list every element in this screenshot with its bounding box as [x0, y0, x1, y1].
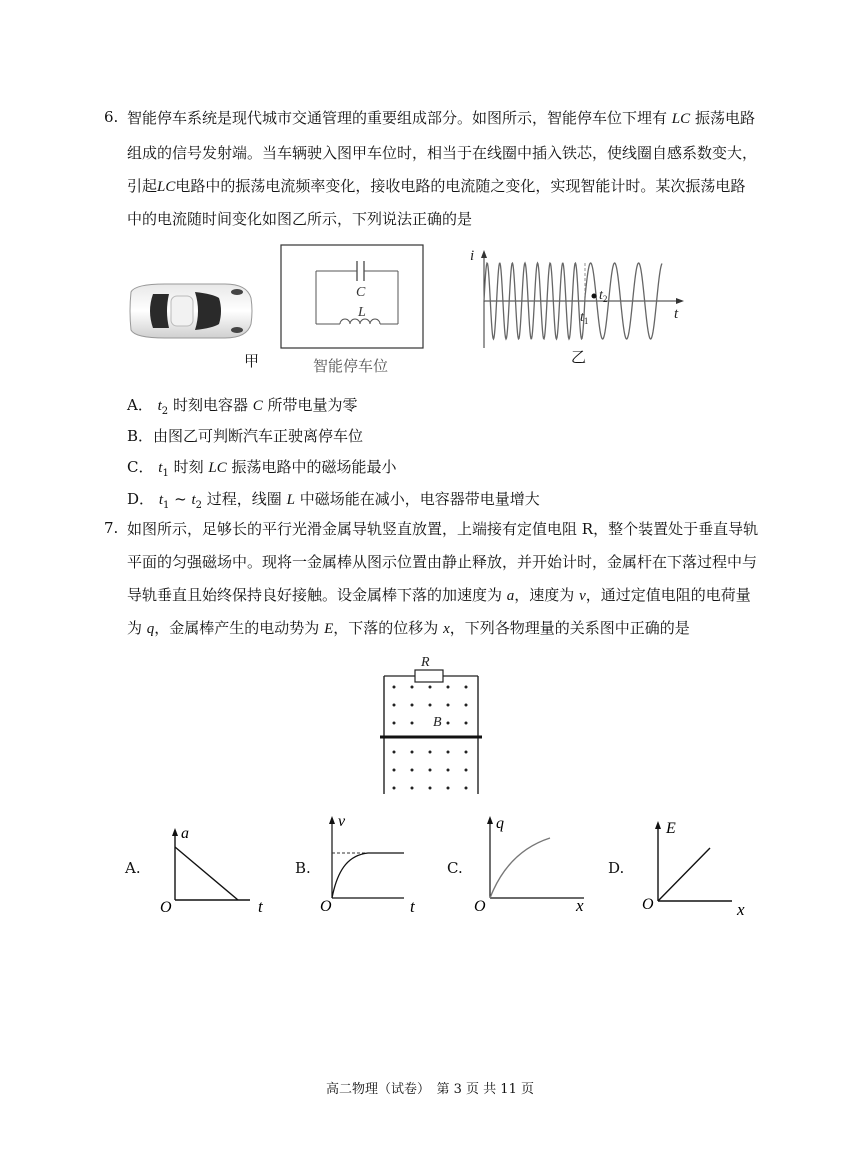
- graph-a: [158, 822, 273, 917]
- graph-d-y: E: [666, 820, 676, 837]
- q6-option-d: D． $t_1$ ~ $t_2$ 过程，线圈 L 中磁场能在减小，电容器带电量增大: [127, 490, 540, 511]
- capacitor-label: C: [356, 285, 366, 300]
- graph-b: [316, 812, 426, 917]
- axis-i-label: i: [470, 248, 475, 264]
- field-dot: [465, 751, 468, 754]
- graph-c: [472, 812, 592, 917]
- field-label: B: [433, 715, 442, 730]
- field-dot: [429, 686, 432, 689]
- q6-option-b: B．由图乙可判断汽车正驶离停车位: [127, 427, 364, 445]
- graph-a-origin: O: [160, 899, 172, 916]
- q7-line-2: 平面的匀强磁场中。现将一金属棒从图示位置由静止释放，并开始计时，金属杆在下落过程中与: [127, 553, 758, 571]
- q7-line-1: 如图所示，足够长的平行光滑金属导轨竖直放置，上端接有定值电阻 R，整个装置处于垂直导轨: [127, 520, 759, 538]
- graph-d-label: D.: [608, 859, 625, 877]
- rail-figure: [376, 654, 486, 796]
- field-dot: [411, 787, 414, 790]
- field-dot: [411, 722, 414, 725]
- field-dot: [447, 722, 450, 725]
- graph-d-origin: O: [642, 896, 654, 913]
- graph-a-y: a: [181, 825, 189, 842]
- oscillation-graph: [462, 248, 694, 354]
- q6-line-4: 中的电流随时间变化如图乙所示，下列说法正确的是: [127, 210, 473, 228]
- q6-option-a: A． $t_2$ 时刻电容器 C 所带电量为零: [127, 396, 358, 417]
- field-dot: [411, 686, 414, 689]
- field-dot: [411, 704, 414, 707]
- q6-number: 6.: [104, 108, 119, 126]
- graph-c-origin: O: [474, 898, 486, 915]
- field-dot: [393, 704, 396, 707]
- inductor-label: L: [358, 305, 366, 320]
- resistor-label: R: [421, 655, 430, 670]
- field-dot: [465, 722, 468, 725]
- field-dot: [393, 686, 396, 689]
- t1-label: $t_1$: [580, 310, 589, 326]
- field-dot: [447, 769, 450, 772]
- lc-circuit-figure: [280, 244, 426, 350]
- page-footer: 高二物理（试卷） 第 3 页 共 11 页: [326, 1082, 534, 1097]
- q6-line-2: 组成的信号发射端。当车辆驶入图甲车位时，相当于在线圈中插入铁芯，使线圈自感系数变大，: [127, 144, 758, 162]
- graph-c-label: C.: [447, 859, 463, 877]
- t2-label: $t_2$: [599, 288, 608, 304]
- field-dot: [447, 704, 450, 707]
- parking-spot-label: 智能停车位: [313, 357, 389, 375]
- field-dot: [429, 751, 432, 754]
- field-dot: [393, 751, 396, 754]
- car-figure: [125, 280, 255, 342]
- field-dot: [393, 769, 396, 772]
- q7-line-4: 为 q，金属棒产生的电动势为 E，下落的位移为 x，下列各物理量的关系图中正确的是: [127, 619, 690, 637]
- graph-a-x: t: [258, 897, 263, 916]
- graph-a-label: A.: [125, 859, 141, 877]
- fig-yi-label: 乙: [571, 348, 587, 366]
- field-dot: [447, 686, 450, 689]
- graph-d-x: x: [737, 900, 745, 919]
- field-dot: [393, 787, 396, 790]
- graph-b-y: v: [338, 813, 346, 830]
- field-dot: [447, 787, 450, 790]
- axis-t-label: t: [674, 306, 679, 322]
- q6-line-3: 引起LC电路中的振荡电流频率变化，接收电路的电流随之变化，实现智能计时。某次振荡电路: [127, 177, 746, 195]
- graph-c-y: q: [496, 815, 504, 832]
- fig-jia-label: 甲: [244, 352, 260, 370]
- field-dot: [429, 704, 432, 707]
- q7-number: 7.: [104, 519, 119, 537]
- field-dot: [411, 751, 414, 754]
- field-dot: [465, 769, 468, 772]
- field-dot: [465, 787, 468, 790]
- graph-b-origin: O: [320, 898, 332, 915]
- graph-b-x: t: [410, 897, 415, 916]
- field-dot: [411, 769, 414, 772]
- q6-line-1: 智能停车系统是现代城市交通管理的重要组成部分。如图所示，智能停车位下埋有 LC 振荡电路: [127, 109, 755, 127]
- q7-line-3: 导轨垂直且始终保持良好接触。设金属棒下落的加速度为 a，速度为 v，通过定值电阻的电荷量: [127, 586, 751, 604]
- q6-option-c: C． $t_1$ 时刻 LC 振荡电路中的磁场能最小: [127, 458, 397, 479]
- field-dot: [447, 751, 450, 754]
- field-dot: [429, 787, 432, 790]
- field-dot: [393, 722, 396, 725]
- graph-c-x: x: [576, 896, 584, 915]
- field-dot: [465, 686, 468, 689]
- graph-d: [640, 815, 755, 920]
- graph-b-label: B.: [295, 859, 311, 877]
- field-dot: [429, 769, 432, 772]
- field-dot: [465, 704, 468, 707]
